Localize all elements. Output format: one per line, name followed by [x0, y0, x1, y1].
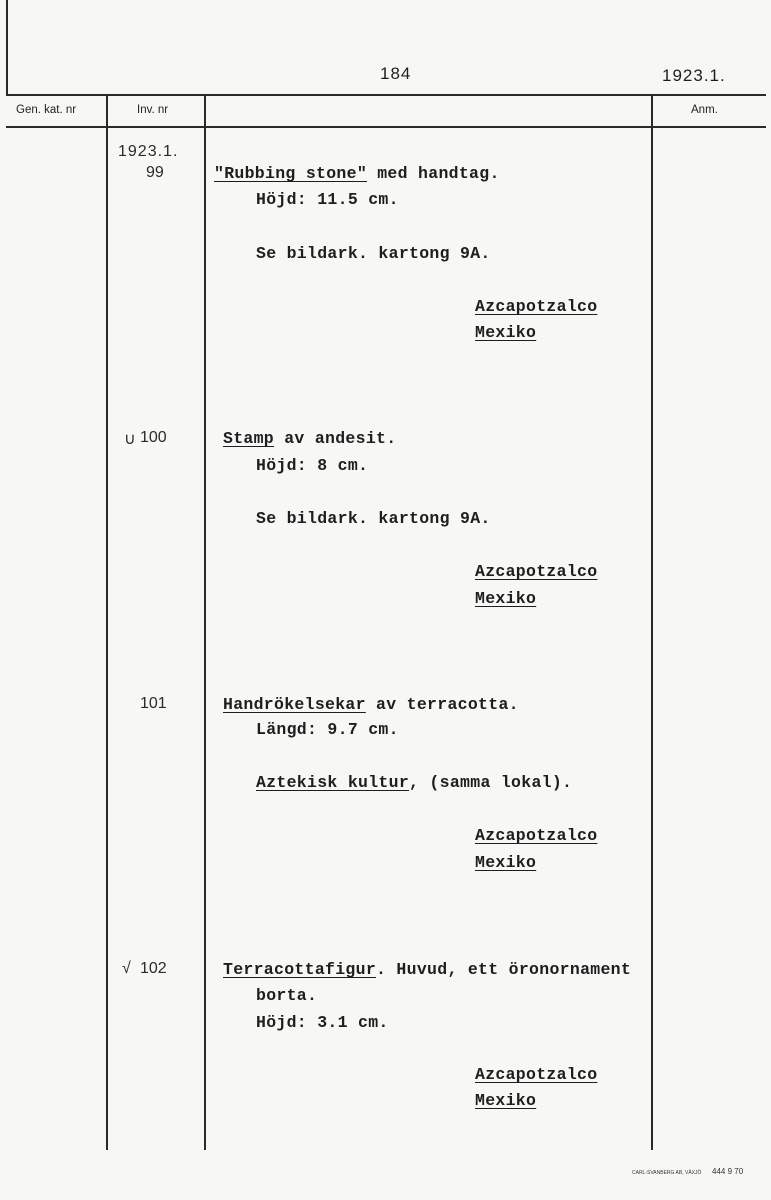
- column-header-inv: Inv. nr: [137, 104, 169, 116]
- entry-country: Mexiko: [475, 853, 537, 872]
- entry-country: Mexiko: [475, 589, 537, 608]
- inv-number: 101: [140, 695, 167, 712]
- entry-place: Azcapotzalco: [475, 826, 598, 845]
- entry-title-rest: av terracotta.: [365, 695, 519, 714]
- entry-title-line: [223, 960, 631, 979]
- column-header-gen: Gen. kat. nr: [16, 104, 77, 116]
- entry-title-line: [223, 695, 519, 714]
- entry-reference: Se bildark. kartong 9A.: [256, 244, 491, 263]
- entry-country: Mexiko: [475, 323, 537, 342]
- entry-title-line: [214, 164, 500, 183]
- form-code: 444 9 70: [712, 1167, 744, 1176]
- section-year: 1923.1.: [118, 143, 179, 160]
- entry-culture-rest: , (samma lokal).: [409, 773, 573, 792]
- entry-culture-line: [256, 773, 572, 792]
- check-mark: ∪: [124, 431, 136, 448]
- inv-number: 100: [140, 429, 167, 446]
- entry-title: "Rubbing stone": [214, 164, 368, 183]
- entry-title: Handrökelsekar: [223, 695, 366, 714]
- column-header-anm: Anm.: [691, 104, 718, 116]
- entry-dimension: Höjd: 8 cm.: [256, 456, 369, 475]
- entry-dimension: Höjd: 3.1 cm.: [256, 1013, 389, 1032]
- entry-place: Azcapotzalco: [475, 562, 598, 581]
- inv-number: 99: [146, 164, 164, 181]
- entry-dimension: Höjd: 11.5 cm.: [256, 190, 399, 209]
- entry-title-rest: av andesit.: [274, 429, 397, 448]
- page-year-code: 1923.1.: [662, 66, 726, 85]
- column-divider-gen: [106, 94, 108, 1150]
- entry-title-rest: . Huvud, ett öronornament: [376, 960, 632, 979]
- page-number: 184: [380, 64, 412, 83]
- entry-title-line: [223, 429, 396, 448]
- inv-number: 102: [140, 960, 167, 977]
- entry-culture: Aztekisk kultur: [256, 773, 410, 792]
- entry-title: Terracottafigur: [223, 960, 377, 979]
- column-divider-anm: [651, 94, 653, 1150]
- entry-reference: Se bildark. kartong 9A.: [256, 509, 491, 528]
- entry-title-continued: borta.: [256, 986, 318, 1005]
- entry-country: Mexiko: [475, 1091, 537, 1110]
- entry-place: Azcapotzalco: [475, 297, 598, 316]
- top-left-tick: [6, 0, 8, 94]
- check-mark: √: [122, 960, 131, 977]
- column-divider-inv: [204, 94, 206, 1150]
- entry-dimension: Längd: 9.7 cm.: [256, 720, 399, 739]
- entry-title-rest: med handtag.: [367, 164, 500, 183]
- entry-place: Azcapotzalco: [475, 1065, 598, 1084]
- printer-imprint: CARL-SVANBERG AB, VÄXJÖ: [632, 1170, 702, 1176]
- entry-title: Stamp: [223, 429, 275, 448]
